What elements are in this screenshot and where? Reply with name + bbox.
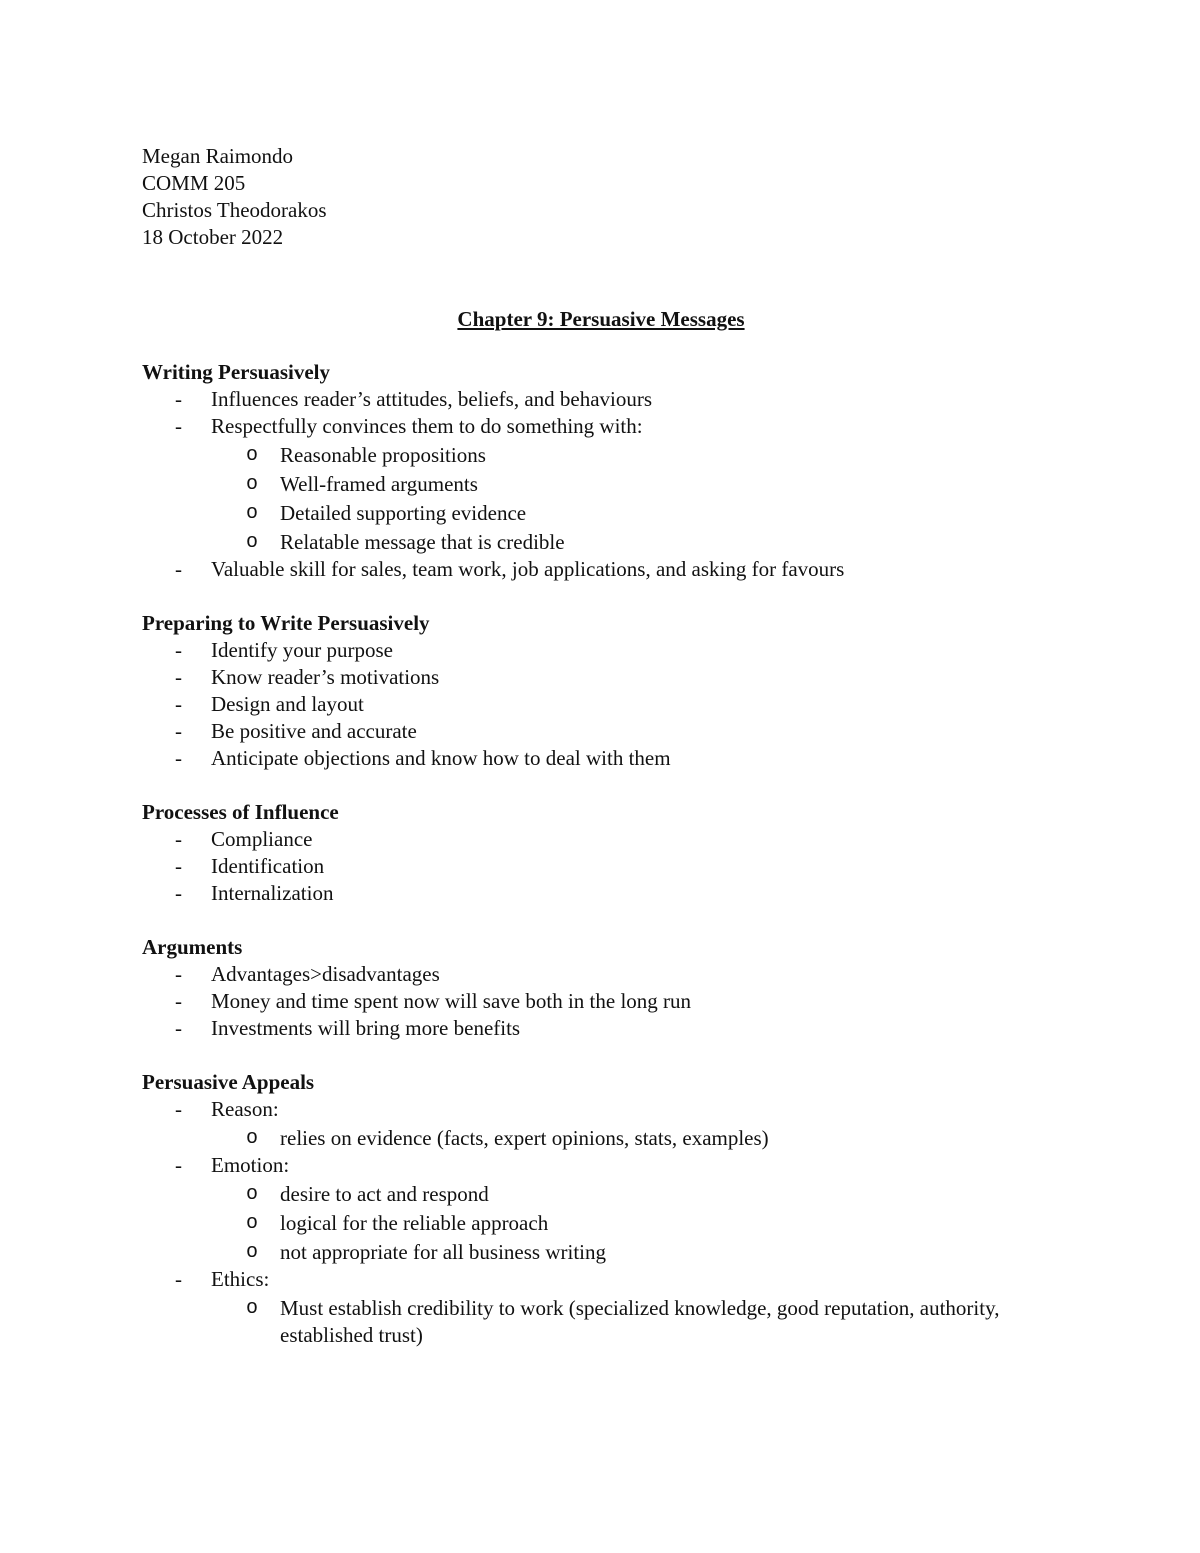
- dash-bullet-marker: -: [175, 692, 182, 716]
- sub-list-item-text: Well-framed arguments: [280, 472, 478, 496]
- dash-bullet-marker: -: [175, 989, 182, 1013]
- document-date: 18 October 2022: [142, 225, 284, 249]
- circle-bullet-marker: o: [246, 1297, 259, 1320]
- list-item-text: Valuable skill for sales, team work, job applications, and asking for favours: [211, 557, 845, 581]
- sub-list-item-text: Detailed supporting evidence: [280, 501, 527, 525]
- list-item-text: Money and time spent now will save both in the long run: [211, 989, 692, 1013]
- list-item-text: Identification: [211, 854, 325, 878]
- dash-bullet-marker: -: [175, 1016, 182, 1040]
- circle-bullet-marker: o: [246, 1241, 259, 1264]
- document-title: Chapter 9: Persuasive Messages: [457, 307, 745, 331]
- section-heading: Arguments: [142, 935, 243, 959]
- circle-bullet-marker: o: [246, 1212, 259, 1235]
- list-item-text: Advantages>disadvantages: [211, 962, 440, 986]
- section-preparing-to-write-persuasively: [142, 610, 1042, 772]
- dash-bullet-marker: -: [175, 414, 182, 438]
- instructor-name: Christos Theodorakos: [142, 198, 327, 222]
- list-item-text: Compliance: [211, 827, 313, 851]
- circle-bullet-marker: o: [246, 444, 259, 467]
- list-item: [142, 961, 1042, 988]
- list-item: [142, 853, 1042, 880]
- sub-list-item-text: Must establish credibility to work (specialized knowledge, good reputation, authority, established trust): [280, 1296, 1000, 1347]
- sub-list-item-text: logical for the reliable approach: [280, 1211, 549, 1235]
- sub-list-item: [211, 1210, 1042, 1237]
- bullet-list: [142, 826, 1042, 907]
- dash-bullet-marker: -: [175, 557, 182, 581]
- sub-bullet-list: [211, 1295, 1042, 1349]
- sub-list-item: [211, 500, 1042, 527]
- list-item-text: Design and layout: [211, 692, 364, 716]
- list-item-text: Anticipate objections and know how to deal with them: [211, 746, 671, 770]
- circle-bullet-marker: o: [246, 1183, 259, 1206]
- dash-bullet-marker: -: [175, 1267, 182, 1291]
- circle-bullet-marker: o: [246, 531, 259, 554]
- bullet-list: [142, 1096, 1042, 1349]
- list-item-text: Respectfully convinces them to do something with:: [211, 414, 643, 438]
- list-item: [142, 1096, 1042, 1152]
- list-item: [142, 1015, 1042, 1042]
- student-name: Megan Raimondo: [142, 144, 294, 168]
- list-item-text: Influences reader’s attitudes, beliefs, and behaviours: [211, 387, 653, 411]
- list-item: [142, 1152, 1042, 1266]
- list-item-text: Ethics:: [211, 1267, 270, 1291]
- list-item: [142, 664, 1042, 691]
- list-item: [142, 413, 1042, 556]
- sub-list-item: [211, 1239, 1042, 1266]
- section-processes-of-influence: [142, 799, 1042, 907]
- list-item: [142, 386, 1042, 413]
- sub-list-item-text: relies on evidence (facts, expert opinions, stats, examples): [280, 1126, 769, 1150]
- sub-list-item: [211, 1295, 1042, 1349]
- section-heading: Processes of Influence: [142, 800, 339, 824]
- dash-bullet-marker: -: [175, 1097, 182, 1121]
- document-page: [142, 143, 1042, 1347]
- section-heading: Preparing to Write Persuasively: [142, 611, 430, 635]
- header-block: [142, 143, 1042, 251]
- list-item-text: Emotion:: [211, 1153, 290, 1177]
- sub-list-item: [211, 471, 1042, 498]
- dash-bullet-marker: -: [175, 665, 182, 689]
- list-item: [142, 745, 1042, 772]
- list-item: [142, 880, 1042, 907]
- dash-bullet-marker: -: [175, 1153, 182, 1177]
- dash-bullet-marker: -: [175, 881, 182, 905]
- sub-list-item: [211, 1125, 1042, 1152]
- sub-bullet-list: [211, 1125, 1042, 1152]
- sub-list-item: [211, 529, 1042, 556]
- dash-bullet-marker: -: [175, 962, 182, 986]
- list-item-text: Be positive and accurate: [211, 719, 417, 743]
- circle-bullet-marker: o: [246, 502, 259, 525]
- dash-bullet-marker: -: [175, 746, 182, 770]
- bullet-list: [142, 637, 1042, 772]
- course-code: COMM 205: [142, 171, 246, 195]
- sub-list-item-text: desire to act and respond: [280, 1182, 489, 1206]
- sub-list-item-text: Reasonable propositions: [280, 443, 486, 467]
- list-item-text: Reason:: [211, 1097, 279, 1121]
- dash-bullet-marker: -: [175, 387, 182, 411]
- sub-list-item: [211, 442, 1042, 469]
- bullet-list: [142, 386, 1042, 583]
- sub-bullet-list: [211, 1181, 1042, 1266]
- circle-bullet-marker: o: [246, 1127, 259, 1150]
- dash-bullet-marker: -: [175, 719, 182, 743]
- list-item-text: Investments will bring more benefits: [211, 1016, 521, 1040]
- sub-bullet-list: [211, 442, 1042, 556]
- section-heading: Writing Persuasively: [142, 360, 331, 384]
- sub-list-item-text: Relatable message that is credible: [280, 530, 565, 554]
- list-item: [142, 637, 1042, 664]
- circle-bullet-marker: o: [246, 473, 259, 496]
- list-item-text: Identify your purpose: [211, 638, 393, 662]
- section-arguments: [142, 934, 1042, 1042]
- sub-list-item-text: not appropriate for all business writing: [280, 1240, 607, 1264]
- list-item: [142, 826, 1042, 853]
- dash-bullet-marker: -: [175, 854, 182, 878]
- list-item: [142, 691, 1042, 718]
- list-item-text: Know reader’s motivations: [211, 665, 440, 689]
- list-item: [142, 718, 1042, 745]
- list-item-text: Internalization: [211, 881, 334, 905]
- list-item: [142, 988, 1042, 1015]
- section-heading: Persuasive Appeals: [142, 1070, 315, 1094]
- list-item: [142, 556, 1042, 583]
- sub-list-item: [211, 1181, 1042, 1208]
- section-writing-persuasively: [142, 359, 1042, 583]
- dash-bullet-marker: -: [175, 827, 182, 851]
- section-persuasive-appeals: [142, 1069, 1042, 1349]
- bullet-list: [142, 961, 1042, 1042]
- notes-sections: [142, 359, 1042, 1376]
- list-item: [142, 1266, 1042, 1349]
- dash-bullet-marker: -: [175, 638, 182, 662]
